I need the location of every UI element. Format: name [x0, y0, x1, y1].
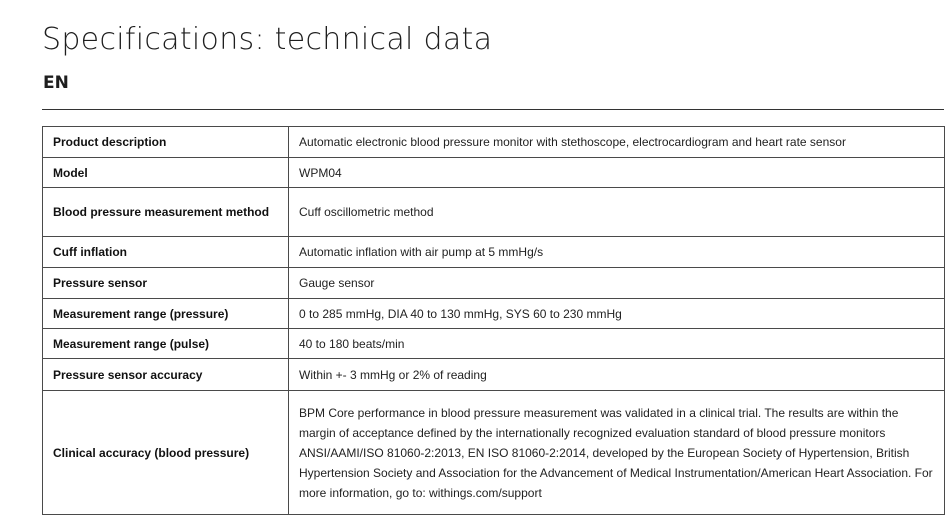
spec-value-product-description: Automatic electronic blood pressure monitor with stethoscope, electrocardiogram and heart rate sensor — [289, 127, 945, 158]
spec-label-cuff-inflation: Cuff inflation — [43, 237, 289, 268]
spec-label-pressure-sensor: Pressure sensor — [43, 268, 289, 299]
spec-value-clinical-accuracy: BPM Core performance in blood pressure measurement was validated in a clinical trial. The results are within the margin of acceptance defined by the internationally recognized evaluation standard of blood pressure monitors ANSI/AAMI/ISO 81060-2:2013, EN ISO 81060-2:2014, developed by the European Society of Hypertension, British Hypertension Society and Association for the Advancement of Medical Instrumentation/American Heart Association. For more information, go to: withings.com/support — [289, 391, 945, 515]
header-divider — [42, 109, 944, 110]
specifications-table — [42, 126, 945, 515]
spec-value-pressure-sensor: Gauge sensor — [289, 268, 945, 299]
table-row — [43, 329, 945, 359]
table-row — [43, 158, 945, 188]
table-row — [43, 359, 945, 391]
spec-value-range-pulse: 40 to 180 beats/min — [289, 329, 945, 359]
table-row — [43, 299, 945, 329]
spec-label-range-pressure: Measurement range (pressure) — [43, 299, 289, 329]
language-code: EN — [43, 73, 69, 93]
spec-label-range-pulse: Measurement range (pulse) — [43, 329, 289, 359]
spec-value-measurement-method: Cuff oscillometric method — [289, 188, 945, 237]
spec-value-cuff-inflation: Automatic inflation with air pump at 5 mmHg/s — [289, 237, 945, 268]
page-title: Specifications: technical data — [42, 22, 493, 57]
spec-label-model: Model — [43, 158, 289, 188]
table-row — [43, 268, 945, 299]
spec-label-measurement-method: Blood pressure measurement method — [43, 188, 289, 237]
table-row — [43, 127, 945, 158]
table-row — [43, 188, 945, 237]
spec-value-range-pressure: 0 to 285 mmHg, DIA 40 to 130 mmHg, SYS 60 to 230 mmHg — [289, 299, 945, 329]
table-row — [43, 391, 945, 515]
spec-label-sensor-accuracy: Pressure sensor accuracy — [43, 359, 289, 391]
spec-value-sensor-accuracy: Within +- 3 mmHg or 2% of reading — [289, 359, 945, 391]
spec-label-product-description: Product description — [43, 127, 289, 158]
spec-value-model: WPM04 — [289, 158, 945, 188]
spec-label-clinical-accuracy: Clinical accuracy (blood pressure) — [43, 391, 289, 515]
table-row — [43, 237, 945, 268]
